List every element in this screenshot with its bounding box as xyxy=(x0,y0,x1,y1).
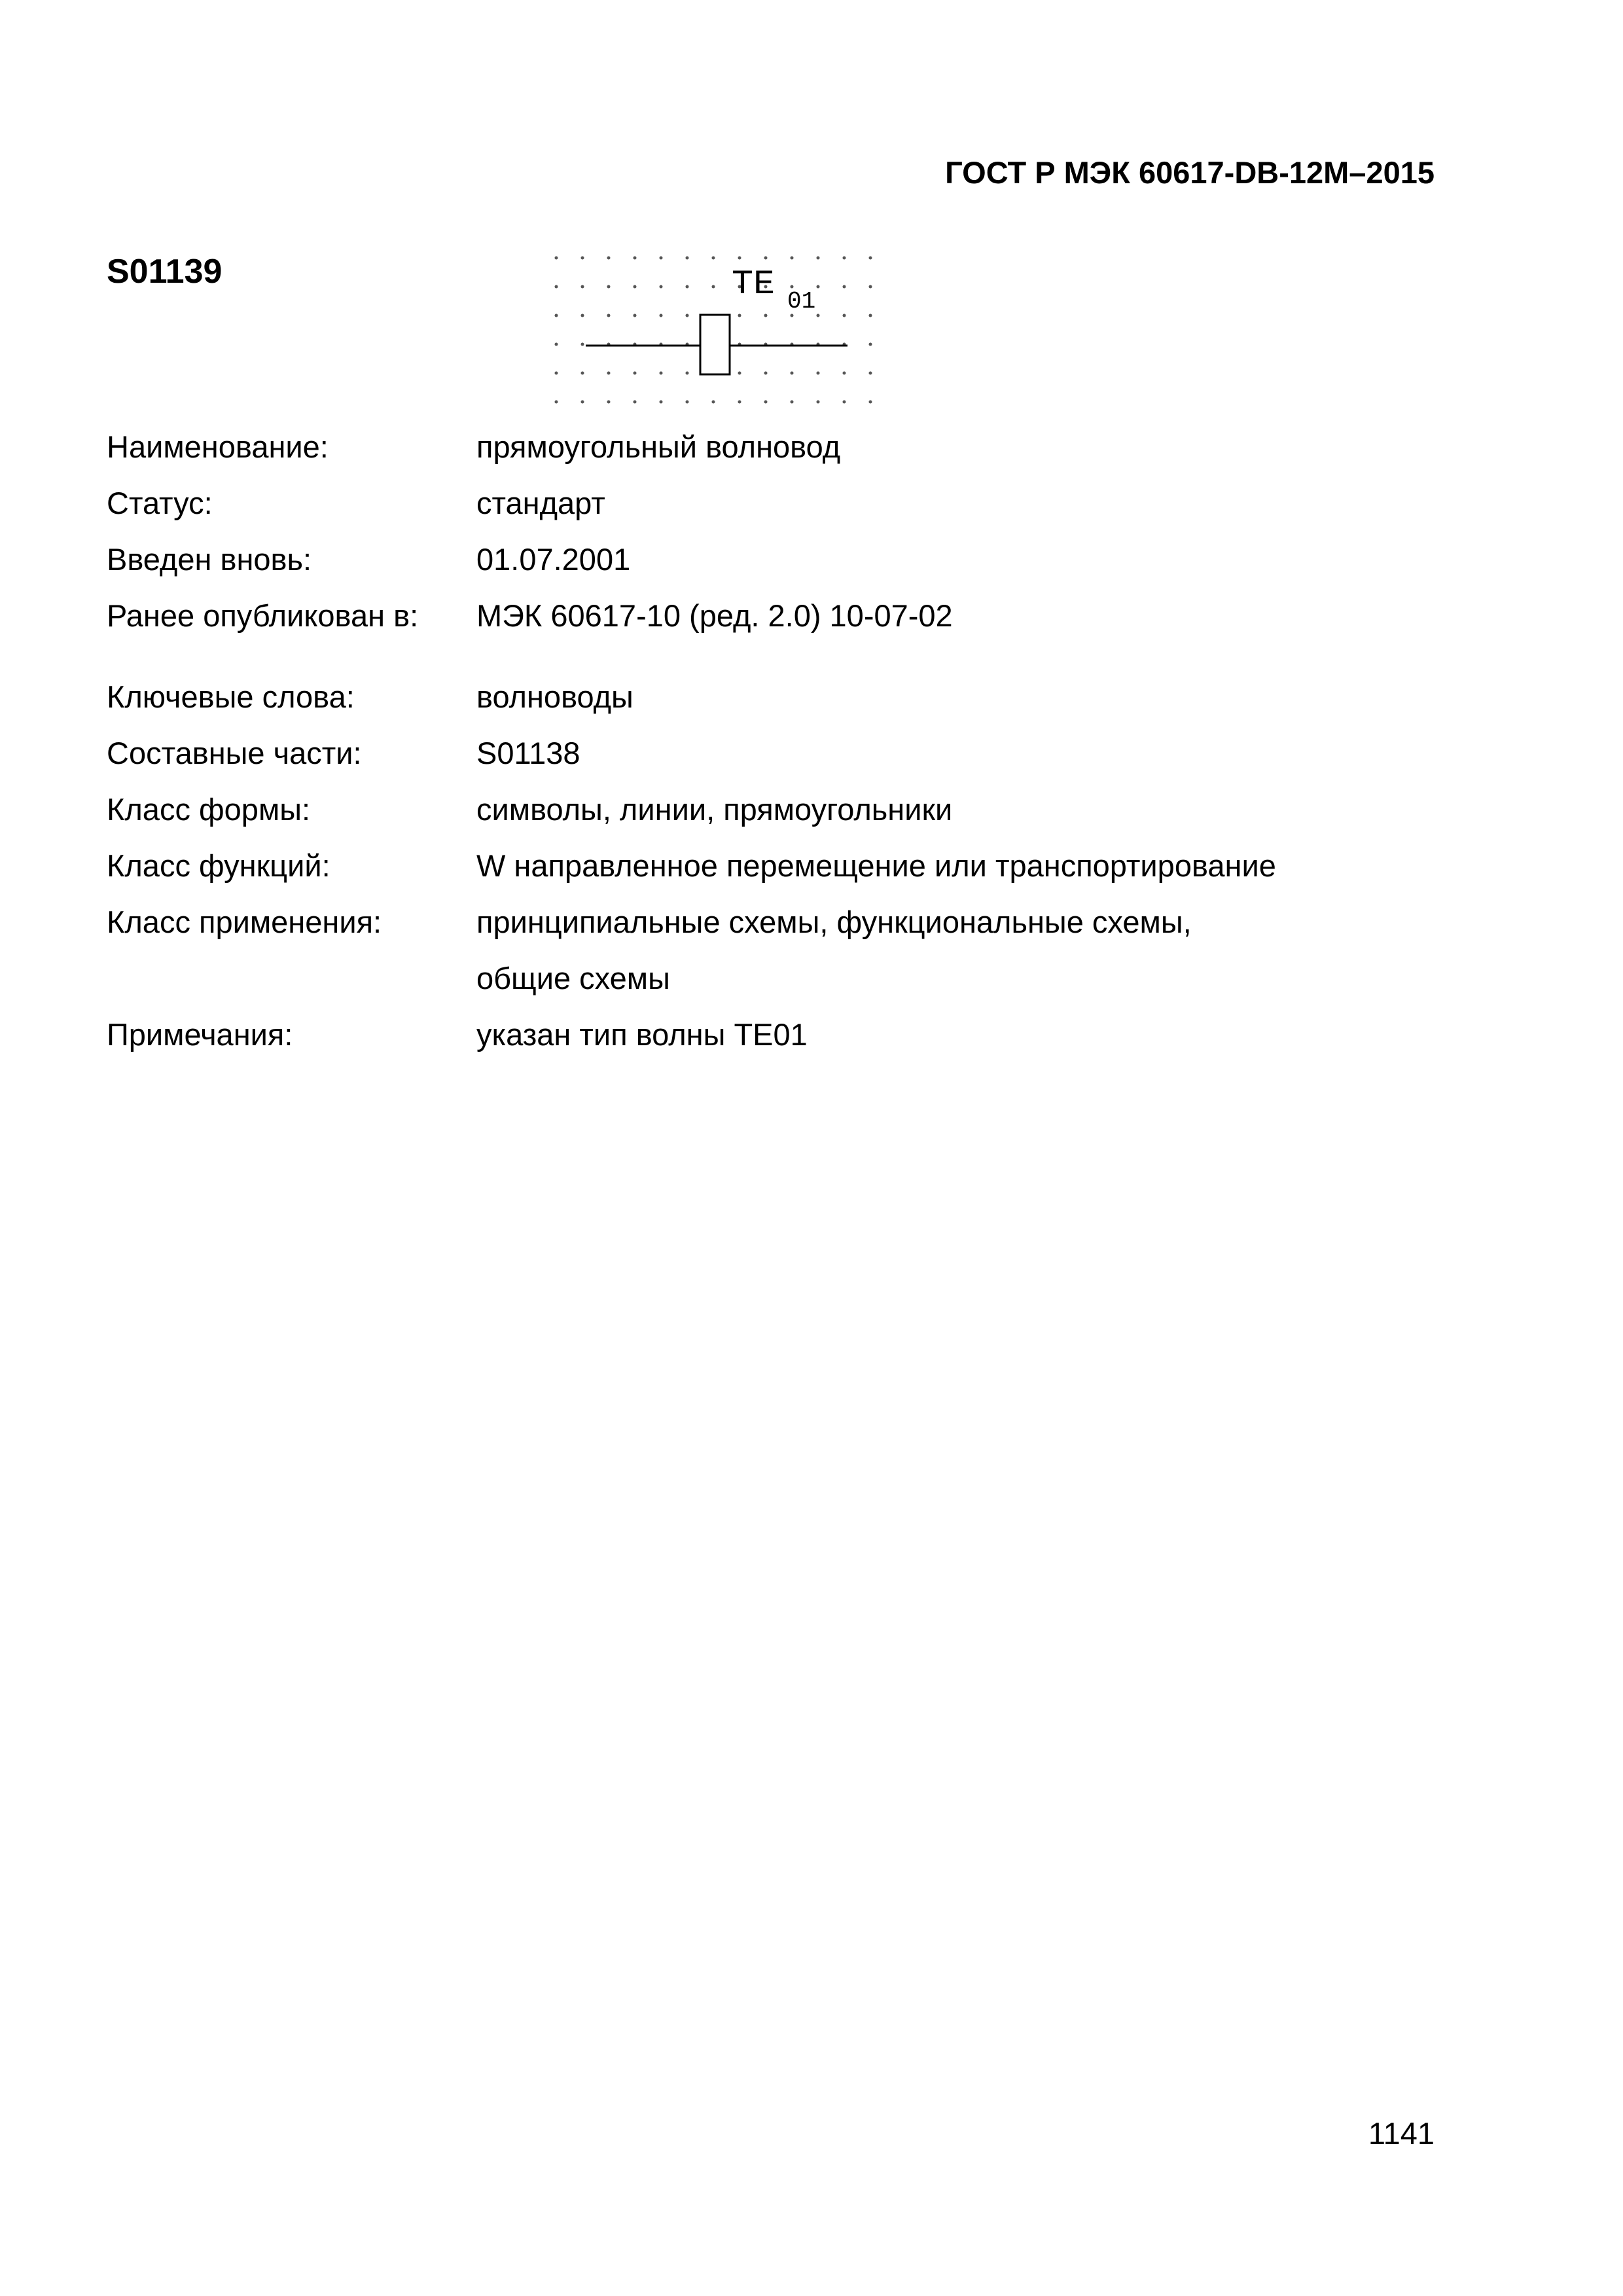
grid-dot xyxy=(660,285,663,289)
grid-dot xyxy=(869,257,872,260)
waveguide-symbol-drawing xyxy=(543,249,890,412)
grid-dot xyxy=(660,401,663,404)
grid-dot xyxy=(843,314,846,317)
grid-dot xyxy=(869,343,872,346)
grid-dot xyxy=(686,257,689,260)
grid-dot xyxy=(607,401,611,404)
grid-dot xyxy=(686,314,689,317)
property-label: Составные части: xyxy=(107,736,362,770)
property-value: символы, линии, прямоугольники xyxy=(476,792,953,827)
grid-dot xyxy=(843,372,846,375)
grid-dot xyxy=(843,401,846,404)
grid-dot xyxy=(738,372,741,375)
grid-dot xyxy=(633,285,637,289)
page-number: 1141 xyxy=(1368,2116,1435,2151)
property-label: Класс применения: xyxy=(107,905,382,939)
grid-dot xyxy=(633,257,637,260)
grid-dot xyxy=(581,257,584,260)
grid-dot xyxy=(581,401,584,404)
property-label: Ключевые слова: xyxy=(107,679,355,714)
wave-type-subscript: 01 xyxy=(787,288,816,315)
grid-dot xyxy=(817,314,820,317)
property-label: Статус: xyxy=(107,486,213,520)
grid-dot xyxy=(581,372,584,375)
grid-dot xyxy=(712,257,715,260)
grid-dot xyxy=(869,372,872,375)
grid-dot xyxy=(869,314,872,317)
property-label: Введен вновь: xyxy=(107,542,312,577)
property-value: общие схемы xyxy=(476,961,670,996)
property-label: Класс функций: xyxy=(107,848,330,883)
waveguide-rectangle xyxy=(700,315,730,374)
grid-dot xyxy=(633,401,637,404)
grid-dot xyxy=(764,401,768,404)
grid-dot xyxy=(843,285,846,289)
grid-dot xyxy=(581,314,584,317)
property-value: стандарт xyxy=(476,486,605,520)
grid-dot xyxy=(764,257,768,260)
property-value: S01138 xyxy=(476,736,580,770)
grid-dot xyxy=(633,314,637,317)
property-label: Наименование: xyxy=(107,429,329,464)
grid-dot xyxy=(686,401,689,404)
property-label: Ранее опубликован в: xyxy=(107,598,419,633)
property-label: Примечания: xyxy=(107,1017,293,1052)
document-header-code: ГОСТ Р МЭК 60617-DB-12M–2015 xyxy=(945,155,1435,190)
property-value: принципиальные схемы, функциональные схемы, xyxy=(476,905,1192,939)
grid-dot xyxy=(712,285,715,289)
grid-dot xyxy=(686,372,689,375)
grid-dot xyxy=(555,372,558,375)
property-value: 01.07.2001 xyxy=(476,542,631,577)
grid-dot xyxy=(817,372,820,375)
property-label: Класс формы: xyxy=(107,792,311,827)
grid-dot xyxy=(791,372,794,375)
symbol-id: S01139 xyxy=(107,253,223,291)
grid-dot xyxy=(607,257,611,260)
grid-dot xyxy=(555,401,558,404)
grid-dot xyxy=(817,401,820,404)
grid-dot xyxy=(712,401,715,404)
property-value: волноводы xyxy=(476,679,633,714)
property-value: указан тип волны TE01 xyxy=(476,1017,808,1052)
grid-dot xyxy=(791,401,794,404)
grid-dot xyxy=(633,372,637,375)
grid-dot xyxy=(791,257,794,260)
grid-dot xyxy=(738,257,741,260)
grid-dot xyxy=(555,257,558,260)
grid-dot xyxy=(738,401,741,404)
grid-dot xyxy=(581,343,584,346)
grid-dot xyxy=(738,314,741,317)
grid-dot xyxy=(555,343,558,346)
grid-dot xyxy=(555,285,558,289)
grid-dot xyxy=(764,372,768,375)
grid-dot xyxy=(660,314,663,317)
grid-dot xyxy=(660,257,663,260)
grid-dot xyxy=(843,257,846,260)
grid-dot xyxy=(869,401,872,404)
grid-dot xyxy=(581,285,584,289)
grid-dot xyxy=(817,257,820,260)
property-value: прямоугольный волновод xyxy=(476,429,841,464)
grid-dot xyxy=(764,314,768,317)
grid-dot xyxy=(555,314,558,317)
property-value: W направленное перемещение или транспортирование xyxy=(476,848,1276,883)
grid-dot xyxy=(817,285,820,289)
grid-dot xyxy=(660,372,663,375)
grid-dot xyxy=(686,285,689,289)
property-value: МЭК 60617-10 (ред. 2.0) 10-07-02 xyxy=(476,598,953,633)
grid-dot xyxy=(869,285,872,289)
grid-dot xyxy=(607,314,611,317)
wave-type-label: TE xyxy=(732,265,775,304)
grid-dot xyxy=(607,372,611,375)
grid-dot xyxy=(607,285,611,289)
